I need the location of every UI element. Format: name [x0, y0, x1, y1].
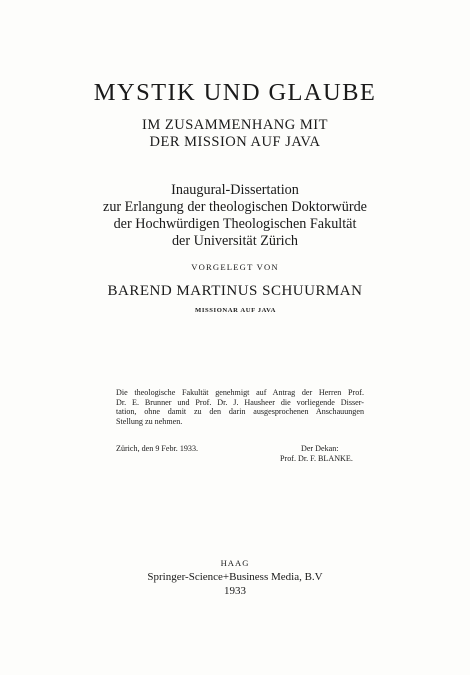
main-title: MYSTIK UND GLAUBE — [93, 79, 377, 106]
approval-line-2: Dr. E. Brunner und Prof. Dr. J. Hausheer die vorliegende Disser- — [116, 397, 364, 407]
presented-by-label: VORGELEGT VON — [191, 262, 279, 272]
author-name: BAREND MARTINUS SCHUURMAN — [107, 283, 363, 299]
dissertation-line-3: der Hochwürdigen Theologischen Fakultät — [113, 216, 357, 232]
publisher-name: Springer-Science+Business Media, B.V — [147, 571, 323, 583]
dissertation-line-2: zur Erlangung der theologischen Doktorwürde — [103, 199, 367, 215]
author-role: MISSIONAR AUF JAVA — [195, 307, 277, 314]
dissertation-line-4: der Universität Zürich — [171, 233, 299, 249]
dissertation-line-1: Inaugural-Dissertation — [171, 182, 299, 198]
approval-line-4: Stellung zu nehmen. — [116, 416, 183, 426]
subtitle-line-2: DER MISSION AUF JAVA — [149, 134, 321, 150]
place-date: Zürich, den 9 Febr. 1933. — [116, 444, 199, 453]
publication-year: 1933 — [224, 585, 246, 597]
dean-name: Prof. Dr. F. BLANKE. — [280, 453, 353, 463]
approval-line-1: Die theologische Fakultät genehmigt auf Antrag der Herren Prof. — [116, 388, 364, 397]
dean-label: Der Dekan: — [301, 444, 339, 453]
approval-notice — [116, 388, 364, 426]
publisher-city: HAAG — [220, 558, 250, 568]
subtitle-line-1: IM ZUSAMMENHANG MIT — [142, 117, 328, 133]
approval-line-3: tation, ohne damit zu den darin ausgesprochenen Anschauungen — [116, 407, 364, 417]
